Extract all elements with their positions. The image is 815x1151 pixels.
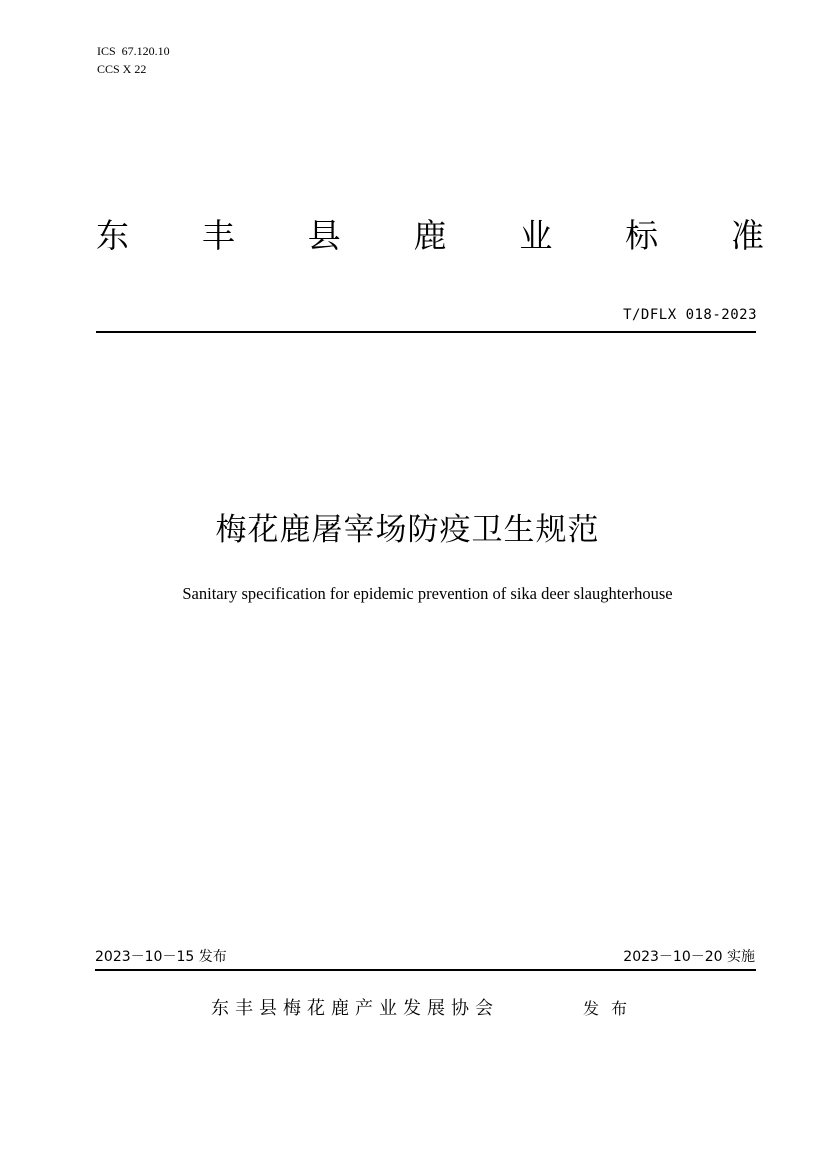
classification-block [97, 42, 170, 78]
standard-type-char: 准 [730, 216, 764, 255]
standard-type-char: 标 [625, 216, 659, 255]
effective-date: 2023－10－20 实施 [623, 949, 755, 965]
publisher-name: 东丰县梅花鹿产业发展协会 [211, 998, 499, 1019]
publish-label: 发布 [583, 999, 640, 1018]
document-subtitle: Sanitary specification for epidemic prevention of sika deer slaughterhouse [182, 584, 673, 603]
header-divider [96, 331, 756, 333]
standard-type-title [96, 214, 764, 258]
ccs-code: CCS X 22 [97, 62, 147, 76]
standard-type-char: 丰 [201, 216, 235, 255]
standard-type-char: 业 [519, 216, 553, 255]
document-title: 梅花鹿屠宰场防疫卫生规范 [215, 512, 600, 548]
standard-type-char: 鹿 [413, 216, 447, 255]
standard-code: T/DFLX 018-2023 [623, 307, 757, 323]
standard-type-char: 东 [96, 216, 129, 255]
standard-type-char: 县 [307, 216, 341, 255]
footer-divider [95, 969, 756, 971]
issue-date: 2023－10－15 发布 [95, 949, 227, 965]
ics-code: ICS 67.120.10 [97, 44, 170, 58]
